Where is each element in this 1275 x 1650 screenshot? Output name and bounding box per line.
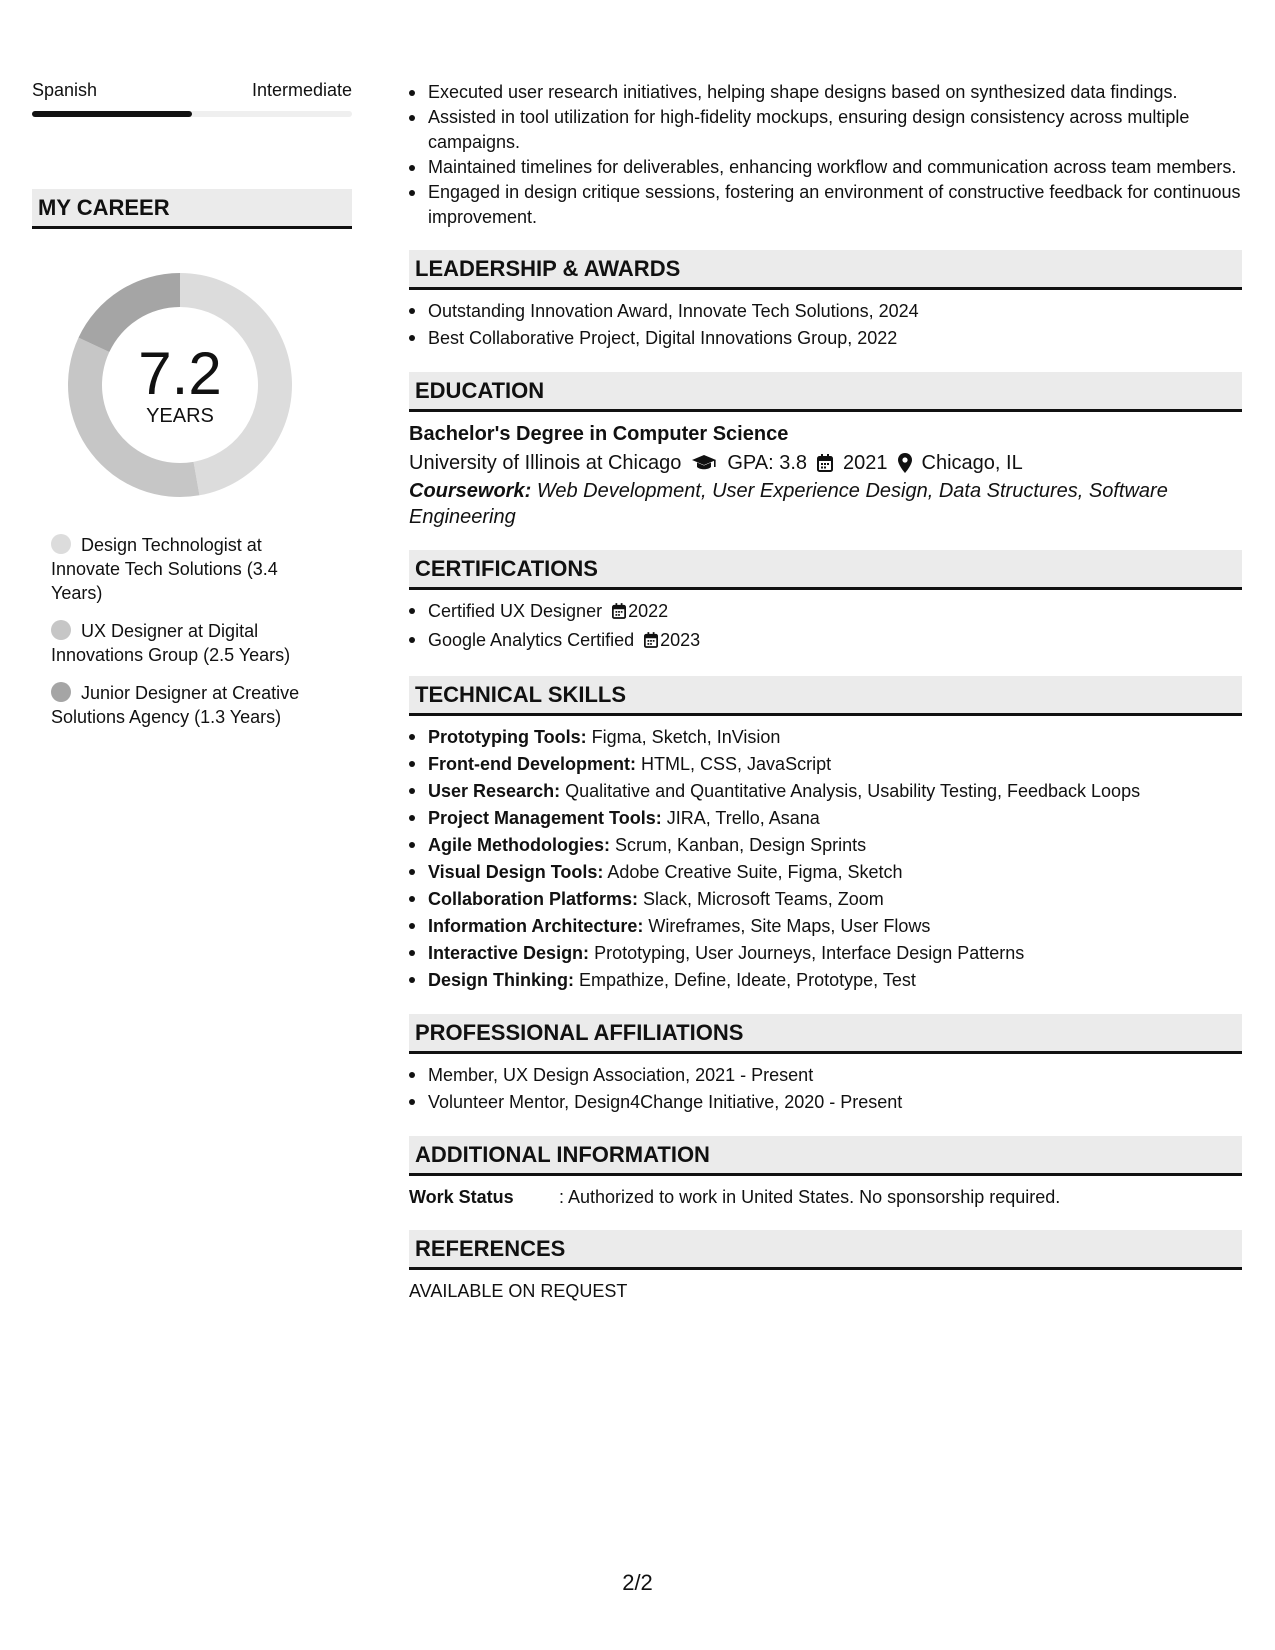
skill-item	[409, 751, 1242, 778]
skill-value: Adobe Creative Suite, Figma, Sketch	[607, 862, 903, 882]
map-pin-icon	[898, 453, 912, 473]
certification-item	[409, 627, 1242, 656]
language-proficiency-fill	[32, 111, 192, 117]
legend-label: Design Technologist at Innovate Tech Solutions (3.4 Years)	[51, 535, 278, 603]
experience-bullet: Assisted in tool utilization for high-fidelity mockups, ensuring design consistency across multiple campaigns.	[409, 105, 1242, 155]
skill-key: Visual Design Tools:	[428, 862, 604, 882]
affiliation-item: Member, UX Design Association, 2021 - Present	[409, 1062, 1242, 1089]
skill-value: HTML, CSS, JavaScript	[641, 754, 832, 774]
left-column	[32, 80, 352, 743]
skill-key: Interactive Design:	[428, 943, 590, 963]
experience-bullets	[409, 80, 1242, 230]
donut-center	[66, 271, 294, 499]
certifications-heading: CERTIFICATIONS	[409, 550, 1242, 590]
skill-key: Project Management Tools:	[428, 808, 662, 828]
skill-item	[409, 778, 1242, 805]
education-gpa: GPA: 3.8	[727, 452, 808, 474]
experience-bullet: Executed user research initiatives, helping shape designs based on synthesized data findings.	[409, 80, 1242, 105]
skill-value: Qualitative and Quantitative Analysis, Usability Testing, Feedback Loops	[565, 781, 1141, 801]
skill-item	[409, 859, 1242, 886]
skill-item	[409, 886, 1242, 913]
education-heading: EDUCATION	[409, 372, 1242, 412]
education-degree: Bachelor's Degree in Computer Science	[409, 423, 789, 445]
legend-item	[51, 533, 321, 605]
calendar-icon	[612, 600, 626, 627]
language-name: Spanish	[32, 80, 98, 100]
education-location: Chicago, IL	[921, 452, 1023, 474]
page-number: 2/2	[622, 1570, 653, 1595]
work-status-value: : Authorized to work in United States. No sponsorship required.	[559, 1187, 1061, 1207]
affiliation-item: Volunteer Mentor, Design4Change Initiative, 2020 - Present	[409, 1089, 1242, 1116]
awards-list	[409, 298, 1242, 352]
references-text: AVAILABLE ON REQUEST	[409, 1281, 628, 1301]
coursework-text: Web Development, User Experience Design, Data Structures, Software Engineering	[409, 480, 1168, 528]
skill-key: Prototyping Tools:	[428, 727, 587, 747]
legend-dot	[51, 534, 71, 554]
graduation-cap-icon	[691, 454, 717, 472]
skill-value: Slack, Microsoft Teams, Zoom	[643, 889, 884, 909]
skill-item	[409, 913, 1242, 940]
certification-name: Google Analytics Certified	[428, 630, 635, 650]
language-row	[32, 80, 352, 101]
legend-dot	[51, 620, 71, 640]
experience-bullet: Maintained timelines for deliverables, enhancing workflow and communication across team members.	[409, 155, 1242, 180]
skills-list	[409, 724, 1242, 994]
career-total-unit: YEARS	[146, 404, 214, 427]
skill-key: Design Thinking:	[428, 970, 574, 990]
career-legend	[51, 533, 321, 729]
skill-item	[409, 832, 1242, 859]
language-level: Intermediate	[251, 80, 352, 100]
additional-info-heading: ADDITIONAL INFORMATION	[409, 1136, 1242, 1176]
certification-item	[409, 598, 1242, 627]
skill-item	[409, 967, 1242, 994]
references-heading: REFERENCES	[409, 1230, 1242, 1270]
skill-value: Prototyping, User Journeys, Interface Design Patterns	[594, 943, 1025, 963]
affiliations-heading: PROFESSIONAL AFFILIATIONS	[409, 1014, 1242, 1054]
career-heading: MY CAREER	[32, 189, 352, 229]
skill-value: JIRA, Trello, Asana	[666, 808, 820, 828]
education-details	[409, 448, 1242, 478]
coursework-label: Coursework:	[409, 480, 532, 502]
affiliations-list	[409, 1062, 1242, 1116]
education-school: University of Illinois at Chicago	[409, 452, 682, 474]
work-status-label: Work Status	[409, 1187, 514, 1207]
skill-key: Agile Methodologies:	[428, 835, 610, 855]
skill-value: Scrum, Kanban, Design Sprints	[615, 835, 867, 855]
skill-key: Information Architecture:	[428, 916, 644, 936]
skill-key: Collaboration Platforms:	[428, 889, 639, 909]
skill-value: Figma, Sketch, InVision	[591, 727, 781, 747]
award-item: Outstanding Innovation Award, Innovate Tech Solutions, 2024	[409, 298, 1242, 325]
certification-year: 2023	[660, 630, 701, 650]
certification-name: Certified UX Designer	[428, 601, 603, 621]
legend-item	[51, 681, 321, 729]
experience-bullet: Engaged in design critique sessions, fostering an environment of constructive feedback for continuous improvement.	[409, 180, 1242, 230]
skill-key: User Research:	[428, 781, 561, 801]
award-item: Best Collaborative Project, Digital Innovations Group, 2022	[409, 325, 1242, 352]
career-total-value: 7.2	[138, 339, 222, 407]
awards-heading: LEADERSHIP & AWARDS	[409, 250, 1242, 290]
legend-label: Junior Designer at Creative Solutions Agency (1.3 Years)	[51, 683, 300, 727]
work-status-row	[409, 1184, 1242, 1210]
education-coursework	[409, 478, 1242, 530]
career-donut-chart	[66, 271, 294, 499]
skill-item	[409, 724, 1242, 751]
skills-heading: TECHNICAL SKILLS	[409, 676, 1242, 716]
certification-year: 2022	[628, 601, 669, 621]
calendar-icon	[817, 454, 833, 472]
certifications-list	[409, 598, 1242, 656]
calendar-icon	[644, 629, 658, 656]
language-proficiency-bar	[32, 111, 352, 117]
right-column	[409, 80, 1242, 1304]
skill-item	[409, 805, 1242, 832]
skill-value: Wireframes, Site Maps, User Flows	[648, 916, 931, 936]
skill-item	[409, 940, 1242, 967]
skill-value: Empathize, Define, Ideate, Prototype, Test	[579, 970, 916, 990]
education-year: 2021	[843, 452, 888, 474]
legend-dot	[51, 682, 71, 702]
legend-item	[51, 619, 321, 667]
legend-label: UX Designer at Digital Innovations Group (2.5 Years)	[51, 621, 291, 665]
skill-key: Front-end Development:	[428, 754, 637, 774]
